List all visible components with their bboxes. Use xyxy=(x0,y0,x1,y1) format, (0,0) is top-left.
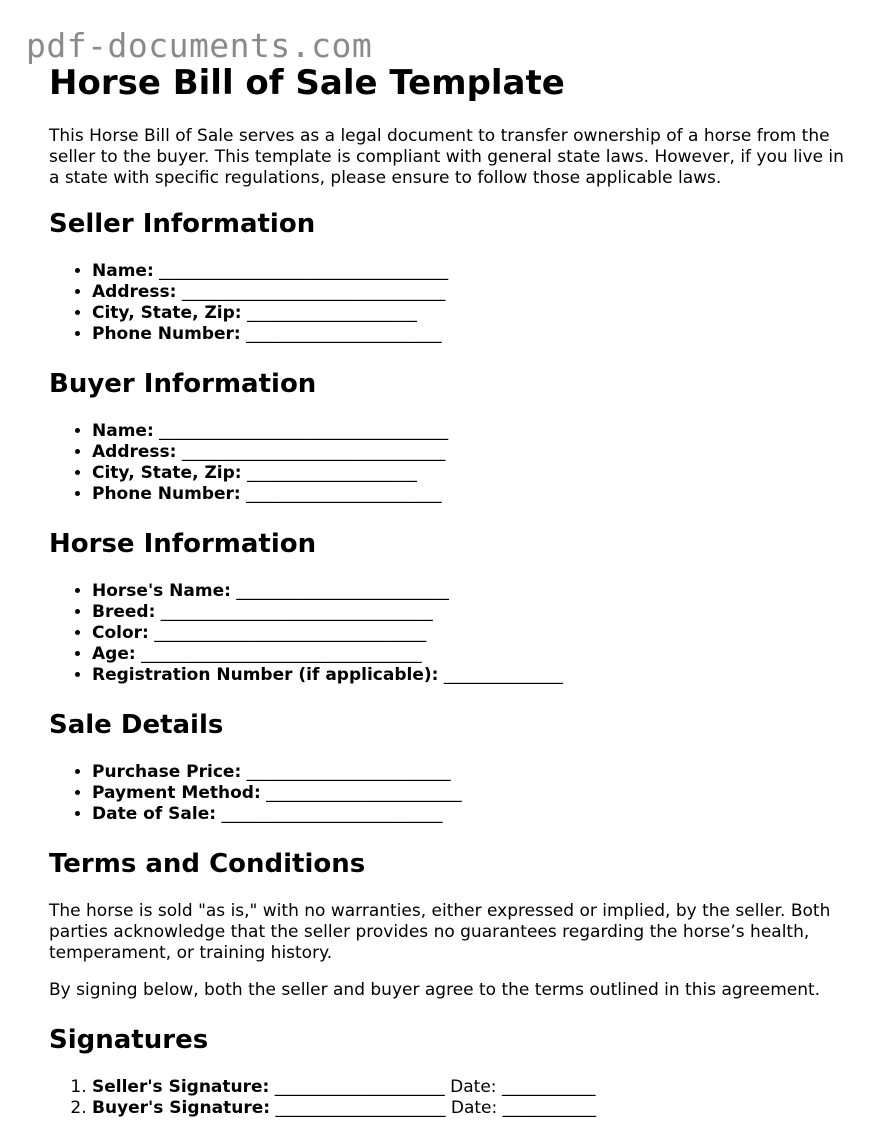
agreement-paragraph: By signing below, both the seller and buyer agree to the terms outlined in this agreement. xyxy=(49,980,821,1000)
field-label: Buyer's Signature: xyxy=(92,1098,271,1118)
horse-fields xyxy=(49,581,849,686)
sale-fields xyxy=(49,762,849,825)
buyer-heading: Buyer Information xyxy=(49,369,317,399)
blank-line: _______________________ xyxy=(246,484,442,504)
buyer-fields xyxy=(49,421,849,505)
blank-line: ____________________ xyxy=(274,1077,445,1097)
field-label: Color: xyxy=(92,623,149,643)
field-label: Age: xyxy=(92,644,136,664)
blank-line: _________________________ xyxy=(236,581,449,601)
blank-line: ________________________ xyxy=(246,762,451,782)
blank-line: __________________________________ xyxy=(159,261,449,281)
blank-line: _______________________________ xyxy=(181,442,446,462)
purchase-price-field[interactable] xyxy=(92,762,849,783)
buyer-city-state-zip-field[interactable] xyxy=(92,463,849,484)
blank-line: _________________________________ xyxy=(141,644,422,664)
field-label: City, State, Zip: xyxy=(92,303,242,323)
field-label: City, State, Zip: xyxy=(92,463,242,483)
field-label: Phone Number: xyxy=(92,484,241,504)
buyer-phone-field[interactable] xyxy=(92,484,849,505)
field-label: Registration Number (if applicable): xyxy=(92,665,439,685)
seller-phone-field[interactable] xyxy=(92,324,849,345)
field-label: Breed: xyxy=(92,602,156,622)
field-label: Address: xyxy=(92,282,177,302)
buyer-address-field[interactable] xyxy=(92,442,849,463)
blank-line: ________________________________ xyxy=(160,602,433,622)
date-label: Date: xyxy=(450,1098,498,1118)
sale-heading: Sale Details xyxy=(49,710,224,740)
blank-line: ____________________ xyxy=(275,1098,446,1118)
seller-heading: Seller Information xyxy=(49,209,316,239)
date-of-sale-field[interactable] xyxy=(92,804,849,825)
document-page xyxy=(49,58,849,1119)
page-title: Horse Bill of Sale Template xyxy=(49,63,565,103)
date-label: Date: xyxy=(450,1077,497,1097)
blank-line: ____________________ xyxy=(246,303,417,323)
blank-line: __________________________________ xyxy=(159,421,449,441)
field-label: Horse's Name: xyxy=(92,581,231,601)
horse-color-field[interactable] xyxy=(92,623,849,644)
payment-method-field[interactable] xyxy=(92,783,849,804)
signature-fields xyxy=(49,1077,849,1119)
date-blank-line: ___________ xyxy=(502,1098,597,1118)
intro-paragraph: This Horse Bill of Sale serves as a legal document to transfer ownership of a horse from the seller to the buyer. This template is compliant with general state laws. However, if you live in a state with specific regulations, please ensure to follow those applicable laws. xyxy=(49,126,844,188)
watermark: pdf-documents.com xyxy=(26,26,373,65)
field-label: Purchase Price: xyxy=(92,762,242,782)
horse-age-field[interactable] xyxy=(92,644,849,665)
terms-heading: Terms and Conditions xyxy=(49,849,366,879)
signatures-heading: Signatures xyxy=(49,1025,209,1055)
terms-paragraph: The horse is sold "as is," with no warranties, either expressed or implied, by the seller. Both parties acknowledge that the seller provides no guarantees regarding the horse’s health, temperament, or training history. xyxy=(49,901,831,963)
field-label: Seller's Signature: xyxy=(92,1077,270,1097)
horse-registration-field[interactable] xyxy=(92,665,849,686)
blank-line: __________________________ xyxy=(221,804,443,824)
blank-line: ________________________________ xyxy=(154,623,427,643)
field-label: Address: xyxy=(92,442,177,462)
field-label: Date of Sale: xyxy=(92,804,217,824)
blank-line: _______________________ xyxy=(246,324,442,344)
blank-line: ____________________ xyxy=(246,463,417,483)
buyer-name-field[interactable] xyxy=(92,421,849,442)
blank-line: ______________ xyxy=(443,665,563,685)
field-label: Name: xyxy=(92,261,154,281)
field-label: Name: xyxy=(92,421,154,441)
seller-fields xyxy=(49,261,849,345)
horse-breed-field[interactable] xyxy=(92,602,849,623)
horse-name-field[interactable] xyxy=(92,581,849,602)
date-blank-line: ___________ xyxy=(501,1077,596,1097)
seller-signature-field[interactable] xyxy=(92,1077,849,1098)
seller-city-state-zip-field[interactable] xyxy=(92,303,849,324)
field-label: Payment Method: xyxy=(92,783,261,803)
seller-name-field[interactable] xyxy=(92,261,849,282)
field-label: Phone Number: xyxy=(92,324,241,344)
buyer-signature-field[interactable] xyxy=(92,1098,849,1119)
horse-heading: Horse Information xyxy=(49,529,317,559)
blank-line: _______________________________ xyxy=(181,282,446,302)
blank-line: _______________________ xyxy=(266,783,462,803)
seller-address-field[interactable] xyxy=(92,282,849,303)
